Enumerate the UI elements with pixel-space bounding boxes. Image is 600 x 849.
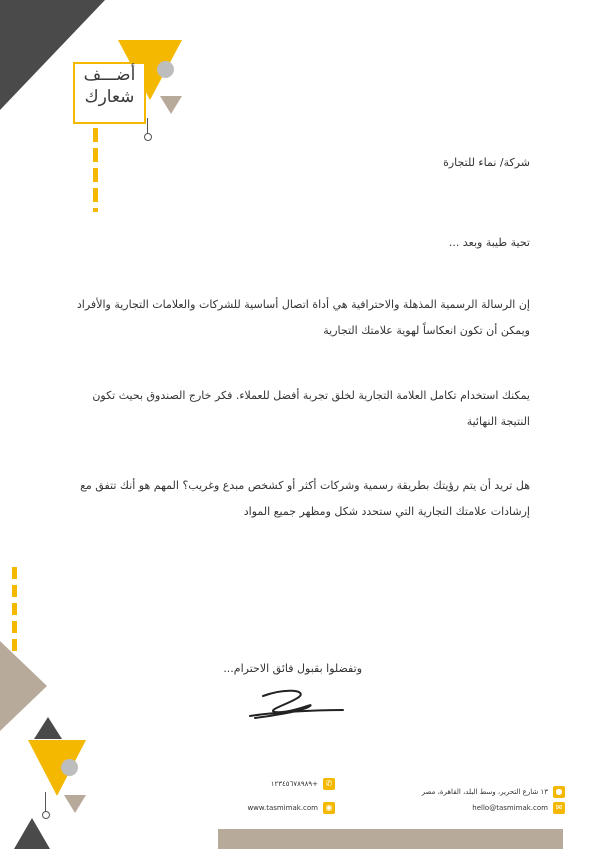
hanger-line-decoration bbox=[147, 118, 148, 134]
signature bbox=[245, 688, 345, 722]
website-text[interactable]: www.tasmimak.com bbox=[247, 804, 318, 812]
globe-icon: ◉ bbox=[323, 802, 335, 814]
email-text[interactable]: hello@tasmimak.com bbox=[472, 804, 548, 812]
small-triangle-decoration bbox=[160, 96, 182, 114]
circle-decoration bbox=[157, 61, 174, 78]
greeting: تحية طيبة وبعد ... bbox=[448, 236, 530, 249]
logo-line-2: شعارك bbox=[84, 87, 135, 107]
logo bbox=[73, 64, 146, 122]
paragraph-2: يمكنك استخدام تكامل العلامة التجارية لخلق تجربة أفضل للعملاء. فكر خارج الصندوق بحيث تكون النتيجة النهائية bbox=[92, 389, 530, 428]
dark-triangle-decoration bbox=[34, 717, 62, 739]
dashed-line-decoration bbox=[93, 128, 98, 212]
hanger-line-decoration bbox=[45, 792, 46, 812]
logo-line-1: أضـــف bbox=[83, 65, 136, 85]
paragraph-3: هل تريد أن يتم رؤيتك بطريقة رسمية وشركات أكثر أو كشخص مبدع وغريب؟ المهم هو أنك تتفق مع إرشادات علامتك التجارية التي ستحدد شكل ومظهر جميع المواد bbox=[80, 479, 530, 518]
location-pin-icon: ● bbox=[553, 786, 565, 798]
email-contact[interactable] bbox=[450, 802, 565, 814]
dashed-line-decoration bbox=[12, 567, 17, 651]
circle-decoration bbox=[61, 759, 78, 776]
hanger-ring-decoration bbox=[144, 133, 152, 141]
address-contact bbox=[420, 786, 565, 798]
phone-icon: ✆ bbox=[323, 778, 335, 790]
phone-contact bbox=[245, 778, 335, 790]
website-contact[interactable] bbox=[235, 802, 335, 814]
recipient: شركة/ نماء للتجارة bbox=[443, 156, 530, 169]
small-triangle-decoration bbox=[64, 795, 86, 813]
phone-text: +١٢٣٤٥٦٧٨٩٨٩ bbox=[270, 780, 318, 788]
mail-icon: ✉ bbox=[553, 802, 565, 814]
footer-bar-decoration bbox=[218, 829, 563, 849]
dark-triangle-decoration bbox=[14, 818, 50, 849]
closing: وتفضلوا بقبول فائق الاحترام... bbox=[223, 662, 362, 675]
address-text: ١٣ شارع التحرير، وسط البلد، القاهرة، مصر bbox=[421, 788, 548, 796]
paragraph-1: إن الرسالة الرسمية المذهلة والاحترافية هي أداة اتصال أساسية للشركات والعلامات التجارية والأفراد ويمكن أن تكون انعكاساً لهوية علامتك التجارية bbox=[76, 298, 530, 337]
